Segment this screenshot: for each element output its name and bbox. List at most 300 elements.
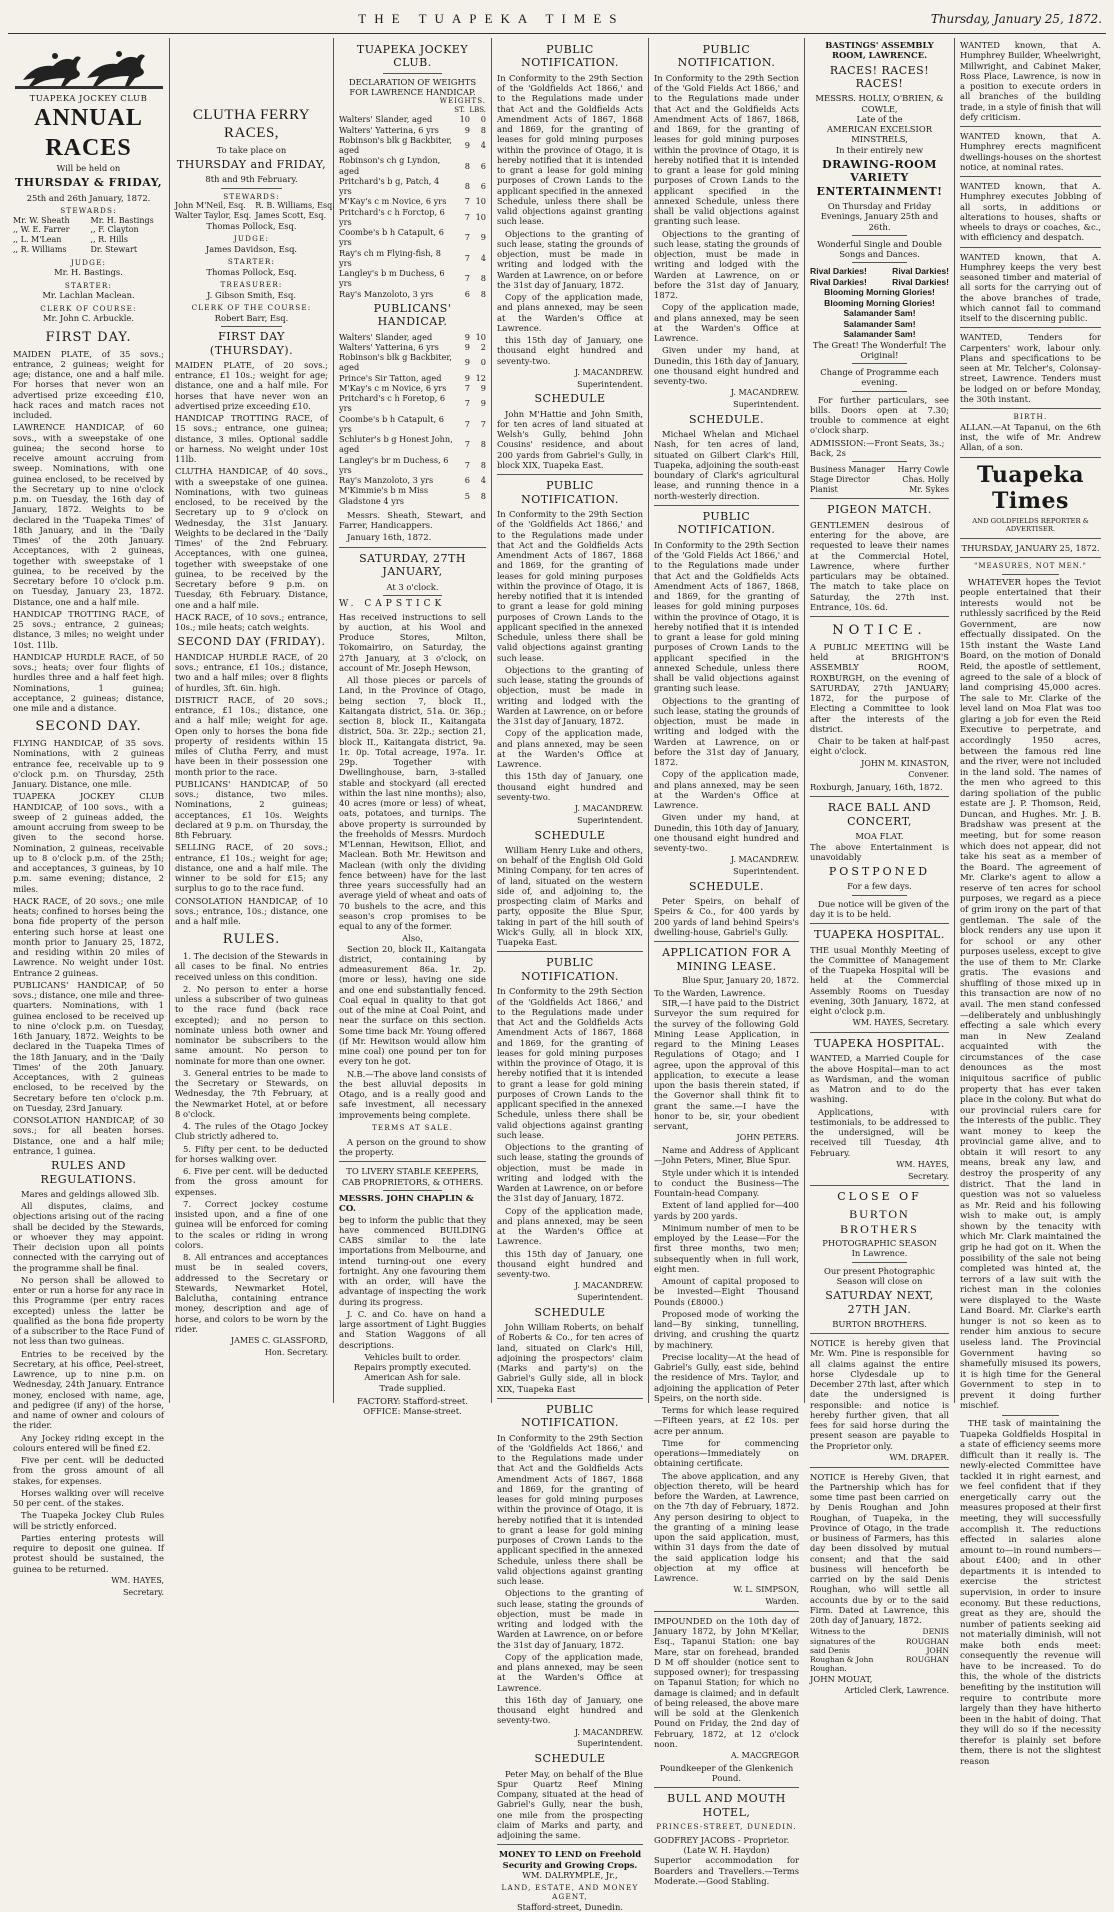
race-item: TUAPEKA JOCKEY CLUB HANDICAP, of 100 sovs., with a sweep of 2 guineas added, the amount accruing from sweep to be given to the second horse. Nomination, 2 guineas, receivable up to 8 o'clock p.m. of the 25th; and acceptances, 3 guineas, by 10 p.m. same evening; distance, 2 miles. <box>13 791 164 894</box>
impound-title: Poundkeeper of the Glenkenich Pound. <box>659 1762 794 1783</box>
weight-pounds: 0 <box>480 357 486 368</box>
rival-darkies: Rival Darkies! <box>810 276 867 287</box>
columns <box>8 38 1106 1912</box>
signature: J. MACANDREW. <box>574 804 643 814</box>
rival-darkies: Rival Darkies! <box>892 266 949 277</box>
sale-time: At 3 o'clock. <box>386 581 439 592</box>
staff-row: Pianist Mr. Sykes <box>810 484 949 494</box>
weight-row <box>339 455 486 476</box>
judge-name: James Davidson, Esq. <box>205 243 298 254</box>
judge-heading: JUDGE: <box>233 234 270 244</box>
racehorse-icon <box>15 42 163 92</box>
weight-row <box>339 289 486 299</box>
steward: R. B. Williams, Esq. <box>255 201 335 211</box>
weight-pounds: 6 <box>480 181 486 191</box>
staff-row: Stage Director Chas. Holly <box>810 474 949 484</box>
weight-pounds: 8 <box>480 490 486 501</box>
rule-item: 1. The decision of the Stewards in all cases to be final. No entries received unless on this condition. <box>175 951 328 982</box>
horse-name: Pritchard's c h Foretop, 6 yrs <box>339 393 446 414</box>
schedule-text: Michael Whelan and Michael Nash, for ten acres of land, situated on Gilbert Clark's Hill, Tuapeka, adjoining the south-east boundary of Clark's agricultural lease, and running thence in a north-westerly direction. <box>654 429 799 501</box>
evenings: On Thursday and Friday Evenings, January 25th and 26th. <box>820 201 939 232</box>
weight-stone: 6 <box>464 475 470 486</box>
signature-title: Secretary. <box>122 1587 164 1597</box>
section-20: Section 20, block II., Kaitangata district, containing by admeasurement 86a. 1r. 2p. (more or less), having one side and one end substantially fenced. Coal equal in quality to that got out of the mine at Coal Point, and near the surface on this section. Some time back Mr. Young offered (if Mr. Hewitson would allow him mine coal) one pound per ton for every ton he got. <box>339 943 486 1067</box>
leader-article: THE task of maintaining the Tuapeka Goldfields Hospital in a state of efficiency seems more difficult than it really is. The newly-elected Committee have tackled it in right earnest, and we feel confident that if they energetically carry out the measures proposed at their first meeting, they will successfully accomplish it. The reductions effected in salaries alone amount to—in round numbers—about £400; and in other departments it is intended to exercise the strictest supervision, in order to insure economy. But these reductions, great as they are, should the number of patients seeking aid not materially diminish, will not make both ends meet: consequently the revenue will have to be increased. To do this, the whole of the districts benefiting by the institution will require to contribute more largely than they have hitherto been in the habit of doing. That they will do so if the necessity therefor is plainly set before them, there is not the slightest reason <box>960 1418 1101 1767</box>
masthead-date: Thursday, January 25, 1872. <box>930 11 1102 26</box>
rule-item: 5. Fifty per cent. to be deducted for horses walking over. <box>175 1143 328 1164</box>
draper-notice: NOTICE is hereby given that Mr. Wm. Pine is responsible for all claims against the entire horse Clydesdale up to December 27th last, after which date the undersigned is responsible: and notice is hereby further given, that all fees for said horse during the present season are payable to the Proprietor only. <box>810 1338 949 1451</box>
weight-stone: 9 <box>464 331 470 342</box>
application-detail: Amount of capital proposed to be invested—Eight Thousand Pounds (£8000.) <box>654 1276 799 1307</box>
horse-racing-illustration <box>13 40 164 92</box>
performers: MESSRS. HOLLY, O'BRIEN, & COWLE, <box>815 93 944 114</box>
paper-date: THURSDAY, JANUARY 25, 1872. <box>961 542 1100 553</box>
rule-item: 6. Five per cent. will be deducted from the gross amount for expenses. <box>175 1166 328 1197</box>
hospital-heading: TUAPEKA HOSPITAL. <box>814 1037 945 1051</box>
weights-units: ST. LBS. <box>454 105 486 114</box>
copy-note: Copy of the application made, and plans annexed, may be seen at the Warden's Office at Lawrence. <box>497 728 643 770</box>
signature-title: Hon. Secretary. <box>264 1347 328 1357</box>
schedule-heading: SCHEDULE <box>534 1752 606 1766</box>
steward: ,, W. E. Farrer <box>13 225 70 235</box>
signature-title: Superintendent. <box>577 1293 643 1302</box>
pigeon-text: GENTLEMEN desirous of entering for the above, are requested to leave their names at the Commercial Hotel, Lawrence, where further particulars may be obtained. The match to take place on Saturday, the 27th inst. Entrance, 10s. 6d. <box>810 519 949 612</box>
horse-name: Coombe's b h Catapult, 6 yrs <box>339 413 444 434</box>
notification-body: In Conformity to the 29th Section of the 'Goldfields Act 1866,' and to the Regulations made under that Act and the Goldfields Acts Amendment Acts of 1867, 1868 and 1869, for the granting of leases for gold mining purposes within the province of Otago, it is hereby notified that it is intended to grant a lease for gold mining purposes of Crown Lands to the applicant specified in the annexed Schedule, unless there shall be valid objections against granting such lease. <box>497 509 643 663</box>
race-days: THURSDAY & FRIDAY, <box>14 176 163 190</box>
given-note: this 15th day of January, one thousand eight hundred and seventy-two. <box>497 335 643 366</box>
race-dates: 25th and 26th January, 1872. <box>26 192 151 203</box>
programme-change: Change of Programme each evening. <box>820 367 939 388</box>
articled-clerk: Articled Clerk, Lawrence. <box>844 1685 949 1695</box>
weight-stone: 7 <box>464 196 470 207</box>
entirely-new: In their entirely new <box>835 144 924 155</box>
schedule-heading: SCHEDULE. <box>689 879 764 893</box>
drawing-room: DRAWING-ROOM VARIETY ENTERTAINMENT! <box>816 157 943 198</box>
race-item: DISTRICT RACE, of 20 sovs.; entrance, £1 10s.; distance, one and a half mile; weight for age. Open only to horses the bona fide property of residents within 15 miles of Clutha Ferry, and must have been in their possession one month prior to the race. <box>175 694 328 777</box>
second-day-heading: SECOND DAY (FRIDAY). <box>177 635 326 649</box>
further-particulars: For further particulars, see bills. Doors open at 7.30; trouble to commence at eight o'clock sharp. <box>810 394 949 436</box>
weight-stone: 9 <box>464 341 470 352</box>
weight-pounds: 4 <box>480 252 486 263</box>
draper-signature: WM. DRAPER. <box>889 1452 949 1462</box>
steward: ,, L. M'Lean <box>13 235 62 245</box>
weight-pounds: 10 <box>475 331 486 342</box>
hospital-heading: TUAPEKA HOSPITAL. <box>814 928 945 942</box>
office-address: OFFICE: Manse-street. <box>363 1406 462 1417</box>
weight-row <box>339 155 486 176</box>
notification-body: In Conformity to the 29th Section of the 'Goldfields Act 1866,' and to the Regulations made under that Act and the Goldfields Acts Amendment Acts of 1867, 1868 and 1869, for the granting of leases for gold mining purposes within the province of Otago, it is hereby notified that it is intended to grant a lease for gold mining purposes of Crown Lands to the applicant specified in the annexed Schedule, unless there shall be valid objections against granting such lease. <box>497 1432 643 1587</box>
rule-item: Entries to be received by the Secretary, at his office, Peel-street, Lawrence, up to nine p.m. on Wednesday, 24th January. Entrance money, enclosed with name, age, and pedigree (if any) of the horse, and name of owner and colours of the rider. <box>13 1348 164 1431</box>
clutha-days: THURSDAY and FRIDAY, <box>176 157 327 171</box>
weight-pounds: 8 <box>480 439 486 450</box>
objections: Objections to the granting of such lease, stating the grounds of objection, must be made in writing and lodged with the Warden at Lawrence, on or before the 31st day of January, 1872. <box>654 228 799 301</box>
weight-stone: 10 <box>459 114 470 125</box>
schedule-heading: SCHEDULE <box>534 392 606 406</box>
hotel-heading: BULL AND MOUTH HOTEL, <box>667 1792 786 1819</box>
race-item: HANDICAP TROTTING RACE, of 15 sovs.; entrance, one guinea; distance, 3 miles. Optional saddle or harness. No weight under 10st 11lb. <box>175 413 328 465</box>
weight-stone: 7 <box>464 211 470 222</box>
chair-text: Chair to be taken at half-past eight o'clock. <box>810 736 949 757</box>
take-place: To take place on <box>216 144 287 155</box>
horse-name: Pritchard's b g, Patch, 4 yrs <box>339 175 440 197</box>
race-item: HANDICAP TROTTING RACE, of 25 sovs.; entrance, 2 guineas; distance, 3 miles; no weight under 10st. 11lb. <box>13 608 164 650</box>
horse-name: Pritchard's c h Forctop, 6 yrs <box>339 206 445 227</box>
clerk-heading: CLERK OF THE COURSE: <box>191 303 312 313</box>
applications-text: Applications, with testimonials, to be addressed to the undersigned, will be received till Tuesday, 4th February. <box>810 1106 949 1158</box>
rule-item: The Tuapeka Jockey Club Rules will be strictly enforced. <box>13 1510 164 1531</box>
paper-subtitle: AND GOLDFIELDS REPORTER & ADVERTISER. <box>972 517 1089 534</box>
weight-stone: 7 <box>464 232 470 243</box>
starter-name: Thomas Pollock, Esq. <box>206 266 297 277</box>
club-name: TUAPEKA JOCKEY CLUB. <box>356 43 469 70</box>
signature: J. MACANDREW. <box>574 1727 643 1737</box>
witness-text: Witness to the signatures of the said Denis Roughan & John Roughan. <box>810 1627 876 1674</box>
signature-title: Superintendent. <box>733 867 799 877</box>
steward: ,, R. Williams <box>13 244 67 254</box>
signature-title: Superintendent. <box>733 400 799 410</box>
songs: Wonderful Single and Double Songs and Dances. <box>817 238 942 260</box>
column-7 <box>955 38 1106 1767</box>
treasurer-heading: TREASURER: <box>220 280 283 290</box>
steward: Dr. Stewart <box>90 244 138 254</box>
application-detail: Style under which it is intended to conduct the Business—The Fountain-head Company. <box>654 1167 799 1198</box>
race-item: MAIDEN PLATE, of 35 sovs.; entrance, 2 guineas; weight for age; distance, one and a half mile. For horses that never won an advertised prize exceeding £10, hack races and match races not included. <box>13 348 164 421</box>
rule-item: 2. No person to enter a horse unless a subscriber of two guineas to the race fund (back race excepted); and no person to nominate unless both owner and nominator be subscribers to the same amount. No person to nominate for more than one owner. <box>175 983 328 1066</box>
rule-item: Five per cent. will be deducted from the gross amount of all stakes, for expenses. <box>13 1455 164 1486</box>
notification-heading: PUBLIC NOTIFICATION. <box>677 509 776 537</box>
weight-stone: 7 <box>464 398 470 409</box>
weight-stone: 8 <box>464 181 470 191</box>
weight-row <box>339 475 486 485</box>
weight-pounds: 9 <box>480 232 486 243</box>
notification-heading: PUBLIC NOTIFICATION. <box>521 43 619 70</box>
classified-ad: WANTED known, that A. Humphrey erects magnificent dwellings-houses on the shortest notice, at nominal rates. <box>960 131 1101 172</box>
publicans-heading: PUBLICANS' HANDICAP. <box>373 301 452 329</box>
application-detail: Precise locality—At the head of Gabriel's Gully, east side, behind the residence of Mrs. Taylor, and adjoining the application of Peter Speirs, on the north side. <box>654 1351 799 1403</box>
publicans-weights-table <box>339 332 486 506</box>
impound-signature: A. MACGREGOR <box>730 1751 799 1760</box>
column-4 <box>492 38 649 1912</box>
money-heading: MONEY TO LEND on Freehold Security and Growing Crops. <box>498 1849 642 1870</box>
copy-note: Copy of the application made, and plans annexed, may be seen at the Warden's Office at Lawrence. <box>497 1651 643 1693</box>
stewards-heading: STEWARDS: <box>60 205 117 215</box>
weight-stone: 8 <box>464 160 470 171</box>
weight-stone: 7 <box>464 459 470 470</box>
trade: Trade supplied. <box>379 1382 446 1393</box>
horse-name: Walters' Slander, aged <box>339 331 433 342</box>
horse-name: Walters' Slander, aged <box>339 114 433 125</box>
steward: James Scott, Esq. <box>255 211 327 221</box>
salamander-sam: Salamander Sam! <box>843 308 916 319</box>
rule-item: All disputes, claims, and objections arising out of the racing shall be decided by the Stewards, or whoever they may appoint. Their decision upon all points connected with the carrying out of the programme shall be final. <box>13 1201 164 1273</box>
first-day-heading: FIRST DAY (THURSDAY). <box>209 330 294 357</box>
race-item: HANDICAP HURDLE RACE, of 20 sovs.; entrance, £1 10s.; distance, two and a half miles; over 8 flights of hurdles, 3ft. 6in. high. <box>175 651 328 693</box>
weight-row <box>339 248 486 269</box>
treasurer-name: J. Gibson Smith, Esq. <box>206 289 297 300</box>
roughan-notice: NOTICE is Hereby Given, that the Partnership which has for some time past been carried on by Denis Roughan and John Roughan, of Tuapeka, in the Province of Otago, in the trade or business of Farmers, has this day been dissolved by mutual consent; and that the said business will henceforth be carried on by the said Denis Roughan, who will settle all accounts due by or to the said Firm. Dated at Lawrence, this 20th day of January, 1872. <box>810 1471 949 1626</box>
column-1 <box>8 38 170 1597</box>
notification-body: In Conformity to the 29th Section of the 'Gold Fields Act 1866,' and to the Regulations made under that Act and the Goldfields Acts Amendment Acts of 1867, 1868, and 1869, for the granting of leases for gold mining purposes within the province of Otago, it is hereby notified that it is intended to grant a lease for gold mining purposes of Crown Lands to the applicant specified in the annexed Schedule, unless there shall be valid objections against granting such lease. <box>654 539 799 694</box>
column-6 <box>805 38 955 1695</box>
horse-name: Robinson's blk g Backbiter, aged <box>339 134 453 156</box>
horse-name: Robinson's blk g Backbiter, aged <box>339 352 453 373</box>
given-note: Given under my hand, at Dunedin, this 16th day of January, one thousand eight hundred and seventy-two. <box>654 345 799 387</box>
rule-item: 8. All entrances and acceptances must be in sealed covers, addressed to the Secretary or Stewards, Newmarket Hotel, Balclutha, containing entrance money, description and age of horse, and colors to be worn by the rider. <box>175 1252 328 1334</box>
weight-pounds: 8 <box>480 459 486 470</box>
notification-body: In Conformity to the 29th Section of the 'Gold Fields Act 1866,' and to the Regulations made under that Act and the Goldfields Acts Amendment Acts of 1867, 1868, and 1869, for the granting of leases for gold mining purposes within the province of Otago, it is hereby notified that it is intended to grant a lease for gold mining purposes of Crown Lands to the applicant specified in the annexed Schedule, unless there shall be valid objections against granting such lease. <box>654 72 799 227</box>
rule-item: Parties entering protests will require to deposit one guinea. If protest should be sustained, the guinea to be returned. <box>13 1532 164 1574</box>
present-season: Our present Photographic Season will close on <box>824 1265 935 1286</box>
ground-note: A person on the ground to show the property. <box>339 1136 486 1157</box>
salamander-sam: Salamander Sam! <box>843 329 916 340</box>
weight-stone: 7 <box>464 252 470 263</box>
second-day-heading: SECOND DAY. <box>35 719 142 735</box>
lawrence-weights-table <box>339 114 486 299</box>
race-item: CONSOLATION HANDICAP, of 10 sovs.; entrance, 10s.; distance, one and a half mile. <box>175 895 328 927</box>
staff-row: Business Manager Harry Cowle <box>810 465 949 475</box>
schedule-heading: SCHEDULE <box>534 828 606 842</box>
weight-pounds: 7 <box>480 418 486 429</box>
weight-pounds: 10 <box>475 196 486 207</box>
schedule-text: Peter Speirs, on behalf of Speirs & Co., for 400 yards by 200 yards of land behind Speirs's dwelling-house, Gabriel's Gully. <box>654 896 799 937</box>
wanted-signature: WM. HAYES, <box>896 1159 949 1169</box>
due-notice: Due notice will be given of the day it is to be held. <box>810 898 949 919</box>
objections: Objections to the granting of such lease, stating the grounds of objection, must be made in writing and lodged with the Warden at Lawrence, on or before the 31st day of January, 1872. <box>654 695 799 768</box>
given-note: Given under my hand, at Dunedin, this 10th day of January, one thousand eight hundred and seventy-two. <box>654 812 799 854</box>
signature-title: Superintendent. <box>577 1739 643 1749</box>
weight-row <box>339 125 486 135</box>
paper-title: Tuapeka Times <box>977 461 1084 515</box>
race-item: MAIDEN PLATE, of 20 sovs.; entrance, £1 10s.; weight for age; distance, one and a half mile. For horses that have never won an advertised prize exceeding £10. <box>175 359 328 411</box>
horse-name: M'Kay's c m Novice, 6 yrs <box>339 196 447 207</box>
weight-pounds: 10 <box>475 211 486 222</box>
weight-stone: 9 <box>464 140 470 150</box>
sale-heading: SATURDAY, 27TH JANUARY, <box>359 551 466 579</box>
schedule-text: John M'Hattie and John Smith, for ten acres of land situated at Welsh's Gully, behind John Cousins' residence, and about 200 yards from Gabriel's Gully, in block XIX, Tuapeka East. <box>497 408 643 470</box>
race-item: PUBLICANS' HANDICAP, of 50 sovs.; distance, one mile and three-quarters. Nominations, with 1 guinea enclosed to be received up to nine o'clock p.m. on Tuesday, 16th January, 1872. Weights to be declared in the Tuapeka Times of the 18th January, and in the 'Daily Times' of the 20th January. Acceptances, with 2 guineas enclosed, to be received by the Secretary before ten o'clock p.m. on Tuesday, 23rd January. <box>13 979 164 1113</box>
horse-name: Walters' Yatterina, 6 yrs <box>339 124 439 135</box>
weight-stone: 7 <box>464 418 470 429</box>
weight-stone: 9 <box>464 372 470 383</box>
chaplin-more: J. C. and Co. have on hand a large assortment of Light Buggies and Station Waggons of all descriptions. <box>339 1308 486 1350</box>
notification-body: In Conformity to the 29th Section of the 'Goldfields Act 1866,' and to the Regulations made under that Act and the Goldfields Acts Amendment Acts of 1867, 1868 and 1869, for the granting of leases for gold mining purposes within the province of Otago, it is hereby notified that it is intended to grant a lease for gold mining purposes of Crown Lands to the applicant specified in the annexed Schedule, unless there shall be valid objections against granting such lease. <box>497 72 643 227</box>
weight-row <box>339 342 486 352</box>
schedule-text: Peter May, on behalf of the Blue Spur Quartz Reef Mining Company, situated at the head of Gabriel's Gully, near the bush, one mile from the prospecting claim of Marks and party, and adjoining the same. <box>497 1768 643 1841</box>
weight-row <box>339 373 486 383</box>
first-day-heading: FIRST DAY. <box>45 329 132 345</box>
application-detail: Extent of land applied for—400 yards by 200 yards. <box>654 1200 799 1221</box>
meeting-text: A PUBLIC MEETING will be held at BRIGHTON'S ASSEMBLY ROOM, ROXBURGH, on the evening of SATURDAY, 27th JANUARY; 1872, for the purpose of Electing a Committee to look after the interests of the district. <box>810 641 949 734</box>
ball-place: MOA FLAT. <box>855 831 904 842</box>
weight-row <box>339 332 486 342</box>
blooming-glories: Blooming Morning Glories! <box>824 287 935 298</box>
horse-name: Langley's b m Duchess, 6 yrs <box>339 268 445 289</box>
steward: John M'Neil, Esq. <box>175 201 246 211</box>
race-item: CONSOLATION HANDICAP, of 30 sovs.; for all beaten horses. Distance, one and a half mile; entrance, 1 guinea. <box>13 1115 164 1156</box>
auction-text: Has received instructions to sell by auction, at his Wool and Produce Stores, Milton, Tokomairiro, on Saturday, the 27th January, at 3 o'clock, on account of Mr. Joseph Hewson, <box>339 611 486 673</box>
weight-pounds: 4 <box>480 140 486 150</box>
notification-heading: PUBLIC NOTIFICATION. <box>521 479 619 506</box>
mouat-name: JOHN MOUAT, <box>810 1673 873 1684</box>
steward: Mr. H. Bastings <box>90 215 154 225</box>
notification-heading: PUBLIC NOTIFICATION. <box>521 956 619 983</box>
weight-stone: 9 <box>464 124 470 135</box>
race-item: HANDICAP HURDLE RACE, of 50 sovs.; heats; over four flights of hurdles three and a half feet high. Nominations, 1 guinea; acceptance, 2 guineas; distance, one mile and a distance. <box>13 651 164 714</box>
ball-text: The above Entertainment is unavoidably <box>810 841 949 862</box>
weight-pounds: 9 <box>480 382 486 393</box>
notification-body: In Conformity to the 29th Section of the 'Goldfields Act 1866,' and to the Regulations made under that Act and the Goldfields Acts Amendment Acts of 1867, 1868 and 1869, for the granting of leases for gold mining purposes within the province of Otago, it is hereby notified that it is intended to grant a lease for gold mining purposes of Crown Lands to the applicant specified in the annexed Schedule, unless there shall be valid objections against granting such lease. <box>497 986 643 1140</box>
vehicles: Vehicles built to order. <box>364 1351 461 1362</box>
signature-title: Superintendent. <box>577 379 643 389</box>
race-item: LAWRENCE HANDICAP, of 60 sovs., with a sweepstake of one guinea; the second horse to receive amount accruing from sweep. Nominations, with one guinea enclosed, to be received by the Secretary up to nine o'clock p.m. on Tuesday, the 16th day of January, 1872. Weights to be declared in the 'Tuapeka Times' of 18th January, and in the 'Daily Times' of the 20th January. Acceptances, with 2 guineas, together with sweepstake of 1 guinea, to be received by the Secretary before 10 o'clock p.m. on Tuesday, January 23, 1872. Distance, one and a half mile. <box>13 422 164 607</box>
weight-pounds: 8 <box>480 124 486 135</box>
weight-pounds: 6 <box>480 160 486 171</box>
application-detail: Proposed mode of working the land—By sinking, tunnelling, driving, and crushing the quartz by machinery. <box>654 1308 799 1350</box>
repairs: Repairs promptly executed. <box>353 1362 472 1373</box>
race-item: PUBLICANS' HANDICAP, of 50 sovs.; distance, two miles. Nominations, 2 guineas; acceptances, £1 10s. Weights declared at 9 p.m. on Thursday, the 8th February. <box>175 778 328 841</box>
chaplin-name: MESSRS. JOHN CHAPLIN & CO. <box>339 1193 474 1215</box>
ball-heading: RACE BALL AND CONCERT, <box>827 801 932 828</box>
weight-pounds: 8 <box>480 288 486 299</box>
handicappers: Messrs. Sheath, Stewart, and Farrer, Handicappers. <box>339 509 486 531</box>
objections: Objections to the granting of such lease, stating the grounds of objection, must be made in writing and lodged with the Warden at Lawrence, on or before the 31st day of January, 1872. <box>497 228 643 290</box>
horse-name: Ray's ch m Flying-fish, 8 yrs <box>339 247 441 268</box>
column-3 <box>334 38 492 1417</box>
classified-ad: WANTED known, that A. Humphrey Builder, Wheelwright, Millwright, and Cabinet Maker, Ross Place, Lawrence, is now in a position to execute orders in all branches of the building trade, in a style of finish that will defy criticism. <box>960 40 1101 122</box>
close-of: CLOSE OF <box>837 1190 922 1204</box>
weight-stone: 9 <box>464 357 470 368</box>
weight-row <box>339 176 486 197</box>
signature: J. MACANDREW. <box>574 1281 643 1291</box>
clutha-dates: 8th and 9th February. <box>205 174 298 185</box>
wanted-text: WANTED, a Married Couple for the above Hospital—man to act as Wardsman, and the woman as Matron and to do the washing. <box>810 1053 949 1105</box>
weight-row <box>339 393 486 414</box>
ash: American Ash for sale. <box>364 1372 461 1383</box>
objections: Objections to the granting of such lease, stating the grounds of objection, must be made in writing and lodged with the Warden at Lawrence, on or before the 31st day of January, 1872. <box>497 1588 643 1650</box>
rule-item: Any Jockey riding except in the colours entered will be fined £2. <box>13 1432 164 1453</box>
few-days: For a few days. <box>847 881 912 892</box>
admission: ADMISSION:—Front Seats, 3s.; Back, 2s <box>810 437 945 458</box>
weight-row <box>339 383 486 393</box>
burton-brothers: BURTON BROTHERS <box>840 1206 919 1236</box>
weight-stone: 7 <box>464 382 470 393</box>
roughan-signature: DENIS ROUGHAN <box>905 1627 949 1646</box>
great-wonderful: The Great! The Wonderful! The Original! <box>812 339 947 360</box>
horse-name: Ray's Manzoloto, 3 yrs <box>339 288 434 299</box>
column-2 <box>170 38 334 1403</box>
horse-name: Prince's Sir Tatton, aged <box>339 372 442 383</box>
steward: Walter Taylor, Esq. <box>175 211 252 221</box>
race-item: FLYING HANDICAP, of 35 sovs. Nominations, with 2 guineas entrance fee, receivable up to 9 o'clock p.m. on Thursday, 25th January. Distance, one mile. <box>13 738 164 790</box>
judge-heading: JUDGE: <box>70 257 107 267</box>
signature: WM. HAYES, <box>111 1575 164 1585</box>
burton-signature: BURTON BROTHERS. <box>832 1318 927 1329</box>
signature: J. MACANDREW. <box>574 367 643 377</box>
rule-item: No person shall be allowed to enter or run a horse for any race in this Programme (per entry races excepted) unless the latter be qualified as the bona fide property of a subscriber to the Race Fund of not less than two guineas. <box>13 1274 164 1347</box>
clutha-title: CLUTHA FERRY RACES, <box>192 107 311 142</box>
weight-row <box>339 434 486 455</box>
schedule-text: John William Roberts, on behalf of Roberts & Co., for ten acres of land, situated on Clark's Hill, adjoining the prospectors' claim (Marks and party's) on the Gabriel's Gully side, all in block XIX, Tuapeka East <box>497 1322 643 1394</box>
steward: Thomas Pollock, Esq. <box>206 220 297 231</box>
weight-row <box>339 485 486 506</box>
hotel-late: (Late W. H. Haydon) <box>683 1845 770 1856</box>
objections: Objections to the granting of such lease, stating the grounds of objection, must be made in writing and lodged with the Warden at Lawrence, on or before the 31st day of January, 1872. <box>497 1142 643 1204</box>
starter-heading: STARTER: <box>227 257 276 267</box>
pigeon-heading: PIGEON MATCH. <box>827 503 932 517</box>
stewards-list <box>13 216 164 255</box>
rule-item: Mares and geldings allowed 3lb. <box>21 1188 160 1199</box>
rule-item: 7. Correct jockey costume insisted upon, and a fine of one guinea will be enforced for coming to the scales or riding in wrong colors. <box>175 1198 328 1250</box>
weight-pounds: 9 <box>480 398 486 409</box>
judge-name: Mr. H. Bastings. <box>54 267 123 278</box>
hotel-text: Superior accommodation for Boarders and Travellers.—Terms Moderate.—Good Stabling. <box>654 1855 799 1886</box>
rule-item: 4. The rules of the Otago Jockey Club strictly adhered to. <box>175 1121 328 1142</box>
weight-row <box>339 352 486 373</box>
handicap-date: January 16th, 1872. <box>347 532 432 543</box>
motto: "MEASURES, NOT MEN." <box>974 562 1087 570</box>
roughan-signature: JOHN ROUGHAN <box>905 1645 949 1665</box>
clerk-heading: CLERK OF COURSE: <box>40 303 137 313</box>
classified-ad: WANTED, Tenders for Carpenters' work, labour only. Plans and specifications to be seen at Mr. Telcher's, Colonsay-street, Lawrence. Tenders must be lodged on or before Monday, the 30th instant. <box>960 332 1101 404</box>
signature: JAMES C. GLASSFORD, <box>230 1336 328 1346</box>
stewards-heading: STEWARDS: <box>223 191 280 201</box>
money-agent-address: Stafford-street, Dunedin. <box>516 1901 624 1912</box>
objections: Objections to the granting of such lease, stating the grounds of objection, must be made in writing and lodged with the Warden at Lawrence, on or before the 31st day of January, 1872. <box>497 664 643 727</box>
minstrels: AMERICAN EXCELSIOR MINSTRELS, <box>826 124 933 145</box>
weight-row <box>339 268 486 289</box>
horse-name: Coombe's b h Catapult, 6 yrs <box>339 227 444 248</box>
photographic-season: PHOTOGRAPHIC SEASON <box>822 1238 937 1249</box>
race-item: CLUTHA HANDICAP, of 40 sovs., with a sweepstake of one guinea. Nominations, with two guineas enclosed, to be received by the Secretary up to 9 o'clock on Wednesday, the 31st January. Weights to be declared in the 'Daily Times' of the 2nd February. Acceptances, with one guinea, together with sweepstake of one guinea, to be received by the Secretary before 9 p.m. on Tuesday, 6th February. Distance, one and a half mile. <box>175 466 328 610</box>
given-note: this 16th day of January, one thousand eight hundred and seventy-two. <box>497 1694 643 1726</box>
race-item: HACK RACE, of 20 sovs.; one mile heats; confined to horses being the bona fide property of the person entering such horse at least one month prior to January 25, 1872, and residing within 20 miles of Lawrence. No weight under 10st. Entrance 2 guineas. <box>13 895 164 978</box>
weight-pounds: 12 <box>475 372 486 383</box>
saturday-next: SATURDAY NEXT, 27TH JAN. <box>825 1289 934 1316</box>
stewards-list <box>175 201 335 221</box>
application-heading: APPLICATION FOR A MINING LEASE. <box>662 946 791 973</box>
annual-races-title: ANNUAL RACES <box>34 105 143 161</box>
race-item: HACK RACE, of 10 sovs.; entrance, 10s.; mile heats; catch weights. <box>175 611 328 633</box>
starter-heading: STARTER: <box>64 280 113 290</box>
weight-pounds: 2 <box>480 341 486 352</box>
convener-title: Convener. <box>908 770 949 780</box>
impound-notice: IMPOUNDED on the 10th day of January 1872, by John M'Kellar, Esq., Tapanui Station: one bay Mare, star on forehead, branded D M off shoulder (notice sent to supposed owner); for trespassing on Tapanui Station; for which no damage is claimed; and in default of being released, the above mare will be sold at the Glenkenich Pound on Friday, the 2nd day of February, 1872, at 12 o'clock noon. <box>654 1615 799 1749</box>
rule-item: 3. General entries to be made to the Secretary or Stewards, on Wednesday, the 7th February, at the Newmarket Hotel, at or before 8 o'clock. <box>175 1067 328 1119</box>
hotel-address: PRINCES-STREET, DUNEDIN. <box>656 1822 797 1832</box>
weight-stone: 6 <box>464 288 470 299</box>
chaplin-text: beg to inform the public that they have commenced BUILDING CABS similar to the late importations from Melbourne, and intend turning-out one every fortnight. Any one favouring them with an order, will have the advantage of inspecting the work during its progress. <box>339 1214 487 1307</box>
copy-note: Copy of the application made, and plans annexed, may be seen at the Warden's Office at Lawrence. <box>654 769 799 811</box>
application-heard: The above application, and any objection thereto, will be heard before the Warden, at Lawrence, on the 7th day of February, 1872. Any person desiring to object to the granting of a mining lease upon the said application, must, within 31 days from the date of the said application lodge his objection at my office at Lawrence. <box>654 1470 799 1583</box>
postponed: POSTPONED <box>828 865 931 878</box>
rival-darkies: Rival Darkies! <box>810 266 867 277</box>
late-of: Late of the <box>856 113 903 124</box>
factory-address: FACTORY: Stafford-street. <box>357 1395 468 1406</box>
application-body: SIR,—I have paid to the District Surveyor the sum required for the survey of the following Gold Mining Lease Application, in regard to the Mining Leases Regulations of Otago; and I agree, upon the approval of this application, to execute a lease upon the basis therein stated, if the Governor shall think fit to grant the same.—I have the honor to be, sir, your obedient servant, <box>654 998 799 1131</box>
weight-row <box>339 227 486 248</box>
copy-note: Copy of the application made, and plans annexed, may be seen at the Warden's Office at Lawrence. <box>654 302 799 344</box>
also: Also, <box>402 933 423 944</box>
copy-note: Copy of the application made, and plans annexed, may be seen at the Warden's Office at Lawrence. <box>497 1205 643 1247</box>
hotel-proprietor: GODFREY JACOBS - Proprietor. <box>654 1834 790 1845</box>
application-detail: Terms for which lease required—Fifteen years, at £2 10s. per acre per annum. <box>654 1405 799 1436</box>
salamander-sam: Salamander Sam! <box>843 318 916 329</box>
wanted-title: Secretary. <box>907 1171 949 1181</box>
money-agent-text: LAND, ESTATE, AND MONEY AGENT, <box>501 1883 639 1901</box>
auction-body: All those pieces or parcels of Land, in the Province of Otago, being section 7, block II., Kaitangata district, 51a. 0r. 36p.; section 8, block II., Kaitangata district, 50a. 3r. 22p.; section 21, block II., Kaitangata district, 9a. 1r. 0p. Total acreage, 197a. 1r. 29p. Together with Dwellinghouse, barn, 3-stalled stable and stockyard (all erected within the last nine months); also, 40 acres (more or less) of wheat, oats, potatoes, and turnips. The above property is surrounded by the freeholds of Messrs. Murdoch M'Lennan, Hewitson, Elliot, and Maclean. Both Mr. Hewitson and Maclean (with only the dividing fence between) have for the last three years successfully had an average yield of wheat and oats of 70 bushels to the acre, and this season's crop promises to be equal to any of the former. <box>339 675 486 932</box>
horse-name: Schluter's b g Honest John, aged <box>339 434 453 455</box>
